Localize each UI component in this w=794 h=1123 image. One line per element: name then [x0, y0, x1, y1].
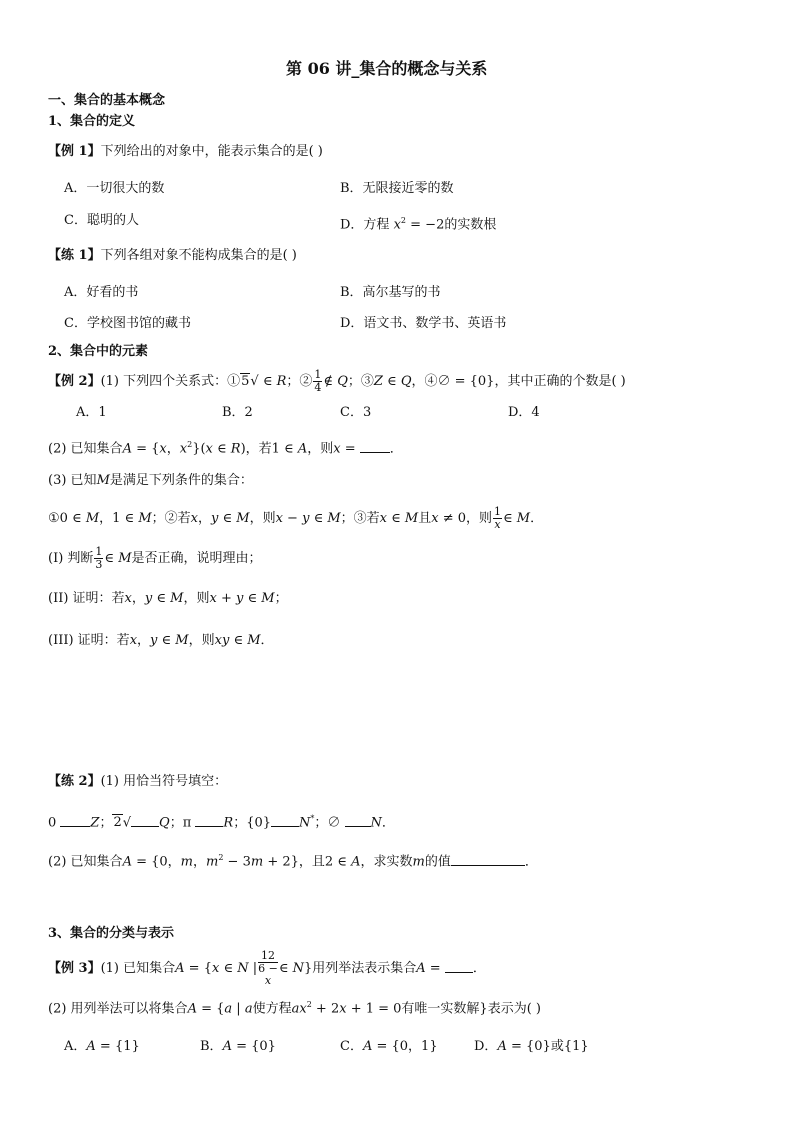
answer-blank[interactable] — [360, 440, 390, 453]
practice-1-option-c: C．学校图书馆的藏书 — [64, 316, 191, 331]
answer-blank[interactable] — [131, 814, 159, 827]
example-2-conditions: ①0 ∈ M，1 ∈ M；②若x，y ∈ M，则x − y ∈ M；③若x ∈ M且x ≠ 0，则 $\frac{1}{x}$ ∈ M． — [48, 505, 544, 531]
example-2-subq-1: (I) 判断 $\frac{1}{3}$ ∈ M是否正确，说明理由； — [48, 545, 262, 571]
example-2-part-1: 【例 2】(1) 下列四个关系式：①5√ ∈ R；② $\frac{1}{4}$ ∉ Q；③Z ∈ Q，④∅ = {0}，其中正确的个数是( ) — [48, 368, 626, 394]
practice-2-part-2: (2) 已知集合A = {0，m，$m^2 - 3m + 2$}，且2 ∈ A，求实数m的值 ． — [48, 853, 538, 870]
practice-1-text: 下列各组对象不能构成集合的是( ) — [100, 248, 297, 263]
practice-1-question — [48, 247, 297, 265]
example-3-option-d: D．A = {0}或{1} — [474, 1039, 589, 1054]
example-1-option-c: C．聪明的人 — [64, 213, 139, 228]
practice-2-part-1: 【练 2】(1) 用恰当符号填空： — [48, 774, 228, 789]
example-3-option-b: B．A = {0} — [200, 1039, 276, 1054]
answer-blank[interactable] — [451, 853, 525, 866]
example-2-subq-3: (III) 证明：若x，y ∈ M，则xy ∈ M． — [48, 633, 274, 648]
example-1-question — [48, 143, 323, 161]
practice-1-tag: 【练 1】 — [48, 248, 101, 263]
example-3-part-1: 【例 3】(1) 已知集合A = {x ∈ N | 12 6 − x ∈ N}用列举法表示集合A = ． — [48, 949, 486, 987]
subsection-heading-3: 3、集合的分类与表示 — [48, 926, 175, 941]
answer-blank[interactable] — [445, 960, 473, 973]
example-2-part-2: (2) 已知集合A = {x，$x^2\}(x$ ∈ R)，若1 ∈ A，则x = ． — [48, 440, 403, 457]
practice-1-option-a: A．好看的书 — [64, 285, 139, 300]
practice-2-tag: 【练 2】 — [48, 774, 101, 789]
example-1-text: 下列给出的对象中，能表示集合的是( ) — [100, 144, 323, 159]
practice-1-option-b: B．高尔基写的书 — [340, 285, 441, 300]
subsection-heading-2: 2、集合中的元素 — [48, 344, 149, 359]
example-2-option-b: B．2 — [222, 405, 253, 420]
example-3-part-2: (2) 用列举法可以将集合A = {a | a使方程$ax^2 + 2x + 1 = 0$有唯一实数解}表示为( ) — [48, 1000, 541, 1017]
example-2-subq-2: (II) 证明：若x，y ∈ M，则x + y ∈ M； — [48, 591, 288, 606]
example-2-option-a: A．1 — [76, 405, 107, 420]
example-1-option-a: A．一切很大的数 — [64, 181, 165, 196]
answer-blank[interactable] — [60, 814, 90, 827]
example-1-tag: 【例 1】 — [48, 144, 101, 159]
example-3-option-c: C．A = {0，1} — [340, 1039, 438, 1054]
practice-2-fill-line: 0 Z；2√ Q；π R；{0} N*；∅ N． — [48, 814, 395, 831]
example-1-option-d: D．方程 $x^2 = -2$的实数根 — [340, 216, 497, 233]
answer-blank[interactable] — [271, 814, 299, 827]
example-2-part-3: (3) 已知M是满足下列条件的集合： — [48, 473, 253, 488]
page-title: 第 06 讲_集合的概念与关系 — [286, 59, 488, 78]
answer-blank[interactable] — [345, 814, 371, 827]
example-2-tag: 【例 2】 — [48, 374, 101, 389]
example-3-tag: 【例 3】 — [48, 961, 101, 976]
practice-1-option-d: D．语文书、数学书、英语书 — [340, 316, 507, 331]
example-1-option-b: B．无限接近零的数 — [340, 181, 454, 196]
section-heading-1: 一、集合的基本概念 — [48, 93, 166, 108]
example-2-option-c: C．3 — [340, 405, 372, 420]
answer-blank[interactable] — [195, 814, 223, 827]
example-3-option-a: A．A = {1} — [64, 1039, 140, 1054]
subsection-heading-1: 1、集合的定义 — [48, 114, 136, 129]
example-2-option-d: D．4 — [508, 405, 540, 420]
